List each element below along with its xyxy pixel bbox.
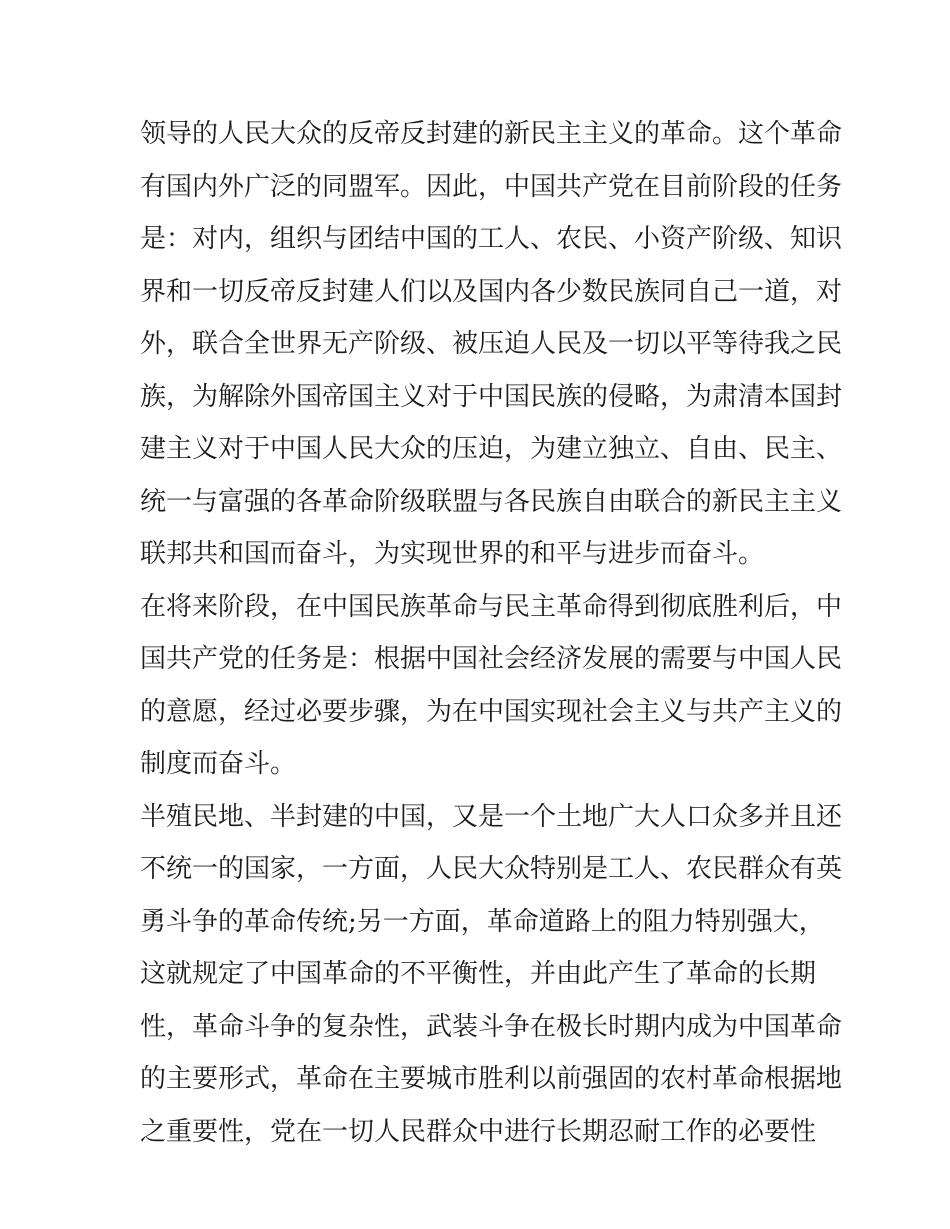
text-line: 联邦共和国而奋斗，为实现世界的和平与进步而奋斗。 [140, 539, 765, 569]
text-line: 制度而奋斗。 [140, 749, 297, 779]
text-line: 半殖民地、半封建的中国，又是一个土地广大人口众多并且还 [140, 801, 843, 832]
text-line: 是：对内，组织与团结中国的工人、农民、小资产阶级、知识 [140, 224, 843, 254]
text-line: 在将来阶段，在中国民族革命与民主革命得到彻底胜利后，中 [140, 591, 843, 622]
text-line: 族，为解除外国帝国主义对于中国民族的侵略，为肃清本国封 [140, 381, 843, 412]
text-line: 外，联合全世界无产阶级、被压迫人民及一切以平等待我之民 [140, 329, 843, 359]
text-line: 这就规定了中国革命的不平衡性，并由此产生了革命的长期 [140, 959, 817, 989]
text-line: 不统一的国家，一方面，人民大众特别是工人、农民群众有英 [140, 854, 843, 884]
text-line: 统一与富强的各革命阶级联盟与各民族自由联合的新民主主义 [140, 486, 843, 517]
body-text [140, 108, 843, 1158]
text-line: 之重要性，党在一切人民群众中进行长期忍耐工作的必要性 [140, 1116, 817, 1147]
text-line: 性，革命斗争的复杂性，武装斗争在极长时期内成为中国革命 [140, 1011, 843, 1042]
text-line: 有国内外广泛的同盟军。因此，中国共产党在目前阶段的任务 [140, 171, 843, 202]
text-line: 勇斗争的革命传统;另一方面，革命道路上的阻力特别强大， [140, 906, 825, 937]
text-line: 的主要形式，革命在主要城市胜利以前强固的农村革命根据地 [140, 1064, 843, 1094]
text-line: 建主义对于中国人民大众的压迫，为建立独立、自由、民主、 [140, 434, 843, 464]
text-line: 的意愿，经过必要步骤，为在中国实现社会主义与共产主义的 [140, 696, 843, 727]
text-line: 界和一切反帝反封建人们以及国内各少数民族同自己一道，对 [140, 276, 843, 307]
text-line: 领导的人民大众的反帝反封建的新民主主义的革命。这个革命 [140, 119, 843, 149]
text-line: 国共产党的任务是：根据中国社会经济发展的需要与中国人民 [140, 644, 843, 674]
